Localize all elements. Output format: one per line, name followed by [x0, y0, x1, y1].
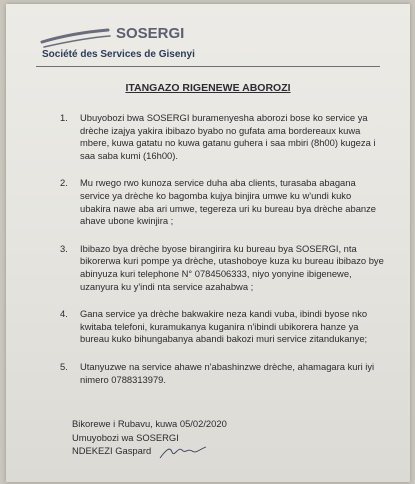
item-text: Utanyuzwe na service ahawe n'abashinzwe drèche, ahamagara kuri iyi nimero 0788313979. — [80, 360, 375, 385]
item-number: 5. — [60, 360, 68, 372]
notice-title: ITANGAZO RIGENEWE ABOROZI — [125, 82, 291, 94]
item-number: 1. — [60, 112, 68, 123]
notice-item — [60, 177, 384, 227]
signatory-office: Umuyobozi wa SOSERGI — [72, 431, 179, 443]
handwritten-signature — [158, 442, 208, 464]
item-text: Ubuyobozi bwa SOSERGI buramenyesha aborozi bose ko service ya drèche izajya yakira ibibazo byabo no gufata ama bordereaux kuwa mbere, kuwa gatatu no kuwa gatanu guhera i saa mbiri (8h00) kugeza i saa saba kumi (16h00). — [80, 112, 376, 161]
header-divider — [36, 66, 380, 67]
item-number: 3. — [60, 242, 68, 254]
notice-item — [60, 243, 384, 293]
notice-item — [60, 112, 384, 162]
item-text: Ibibazo bya drèche byose birangirira ku bureau bya SOSERGI, nta bikorerwa kuri pompe ya drèche, utashoboye kuza ku bureau ibibazo bye abinyuza kuri telephone N° 0784506333, niyo yonyine ibigenewe, uzanyura ku y'indi nta service azahabwa ; — [80, 242, 384, 292]
notice-item — [60, 361, 384, 386]
notice-item — [60, 308, 384, 346]
item-number: 2. — [60, 177, 68, 189]
logo-text: SOSERGI — [116, 25, 185, 42]
item-text: Gana service ya drèche bakwakire neza kandi vuba, ibindi byose nko kwitaba telefoni, kuramukanya kuganira n'ibindi ubikorera hanze ya bureau kuko bihungabanya abandi bakozi muri service zitandukanye; — [80, 308, 368, 345]
item-number: 4. — [60, 308, 68, 320]
notice-sheet — [6, 4, 410, 482]
company-name: Société des Services de Gisenyi — [42, 49, 195, 60]
signatory-name: NDEKEZI Gaspard — [72, 445, 152, 456]
item-text: Mu rwego rwo kunoza service duha aba clients, turasaba abagana service ya drèche ko bagomba kujya binjira umwe ku w'undi kuko ubakira nawe aba ari umwe, tegereza uri ku bureau bya drèche abanze ahave ubone kwinjira ; — [80, 177, 377, 227]
place-date: Bikorewe i Rubavu, kuwa 05/02/2020 — [72, 418, 227, 429]
notice-list — [60, 112, 384, 401]
